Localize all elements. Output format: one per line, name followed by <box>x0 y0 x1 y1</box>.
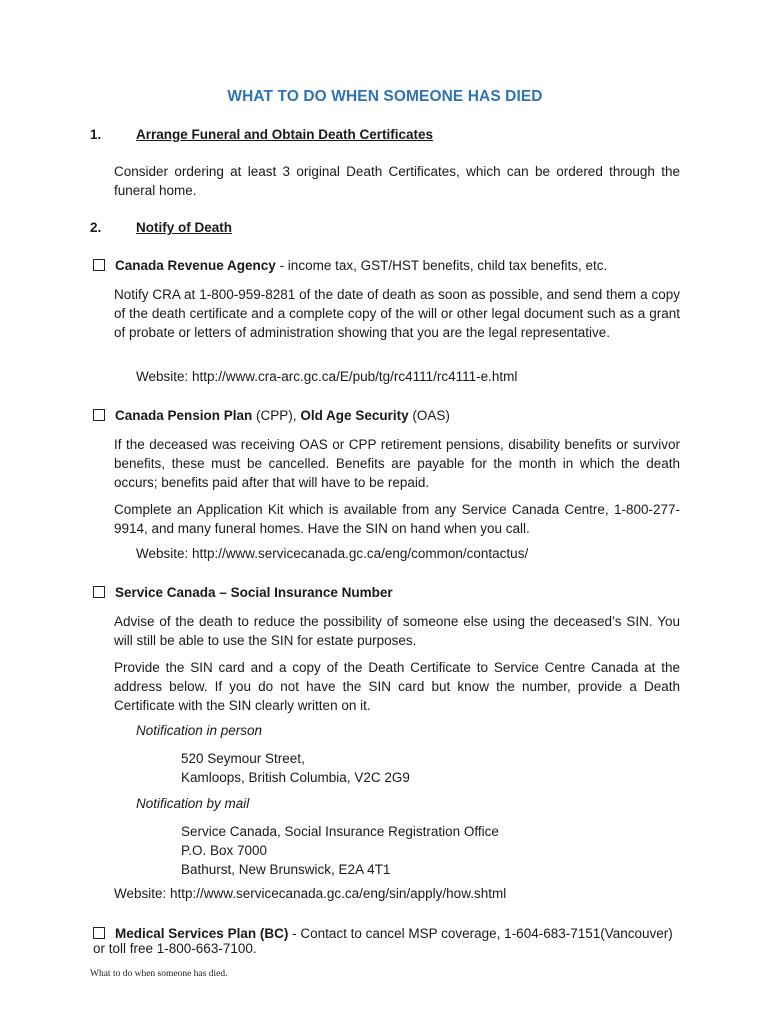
address-line: 520 Seymour Street, <box>181 751 305 766</box>
cpp-checkbox[interactable] <box>93 409 105 421</box>
cpp-item <box>93 408 450 423</box>
sin-item <box>93 585 393 600</box>
cra-checkbox[interactable] <box>93 259 105 271</box>
mail-label: Notification by mail <box>136 796 250 811</box>
msp-item <box>93 926 683 956</box>
section-2-number: 2. <box>90 220 102 235</box>
cra-website[interactable]: Website: http://www.cra-arc.gc.ca/E/pub/tg/rc4111/rc4111-e.html <box>136 369 518 384</box>
sin-text-2: Provide the SIN card and a copy of the Death Certificate to Service Centre Canada at the address below. If you do not have the SIN card but know the number, provide a Death Certificate with the SIN clearly written on it. <box>114 660 680 713</box>
section-1-text: Consider ordering at least 3 original Death Certificates, which can be ordered through the funeral home. <box>114 164 680 198</box>
msp-checkbox[interactable] <box>93 927 105 939</box>
cpp-name: Canada Pension Plan <box>115 408 253 423</box>
address-line: Kamloops, British Columbia, V2C 2G9 <box>181 770 410 785</box>
section-2-heading: Notify of Death <box>136 220 232 235</box>
oas-abbr: (OAS) <box>408 408 450 423</box>
cpp-text-2: Complete an Application Kit which is available from any Service Canada Centre, 1-800-277-9914, and many funeral homes. Have the SIN on hand when you call. <box>114 502 680 536</box>
msp-text: - Contact to cancel MSP coverage, 1-604-683-7151(Vancouver) or toll free 1-800-663-7100. <box>93 926 673 956</box>
cra-item <box>93 258 607 273</box>
cra-name: Canada Revenue Agency <box>115 258 276 273</box>
address-line: Service Canada, Social Insurance Registration Office <box>181 824 499 839</box>
cpp-abbr: (CPP), <box>252 408 301 423</box>
in-person-address <box>181 749 410 787</box>
sin-website[interactable]: Website: http://www.servicecanada.gc.ca/eng/sin/apply/how.shtml <box>114 886 507 901</box>
cpp-website[interactable]: Website: http://www.servicecanada.gc.ca/eng/common/contactus/ <box>136 546 529 561</box>
page-footer: What to do when someone has died. <box>90 969 228 979</box>
mail-address <box>181 822 499 879</box>
in-person-label: Notification in person <box>136 723 263 738</box>
sin-text-1: Advise of the death to reduce the possibility of someone else using the deceased’s SIN. You will still be able to use the SIN for estate purposes. <box>114 614 680 648</box>
cra-text: Notify CRA at 1-800-959-8281 of the date of death as soon as possible, and send them a copy of the death certificate and a complete copy of the will or other legal document such as a grant of probate or letters of administration showing that you are the legal representative. <box>114 287 680 340</box>
cra-summary: - income tax, GST/HST benefits, child tax benefits, etc. <box>275 258 608 273</box>
oas-name: Old Age Security <box>300 408 409 423</box>
msp-name: Medical Services Plan (BC) <box>115 926 289 941</box>
address-line: Bathurst, New Brunswick, E2A 4T1 <box>181 862 391 877</box>
section-1-heading: Arrange Funeral and Obtain Death Certificates <box>136 127 434 142</box>
sin-checkbox[interactable] <box>93 586 105 598</box>
sin-name: Service Canada – Social Insurance Number <box>115 585 393 600</box>
address-line: P.O. Box 7000 <box>181 843 268 858</box>
section-1-number: 1. <box>90 127 102 142</box>
cpp-text-1: If the deceased was receiving OAS or CPP retirement pensions, disability benefits or survivor benefits, these must be cancelled. Benefits are payable for the month in which the death occurs; benefits paid after that will have to be repaid. <box>114 437 680 490</box>
page-title: WHAT TO DO WHEN SOMEONE HAS DIED <box>227 88 543 105</box>
